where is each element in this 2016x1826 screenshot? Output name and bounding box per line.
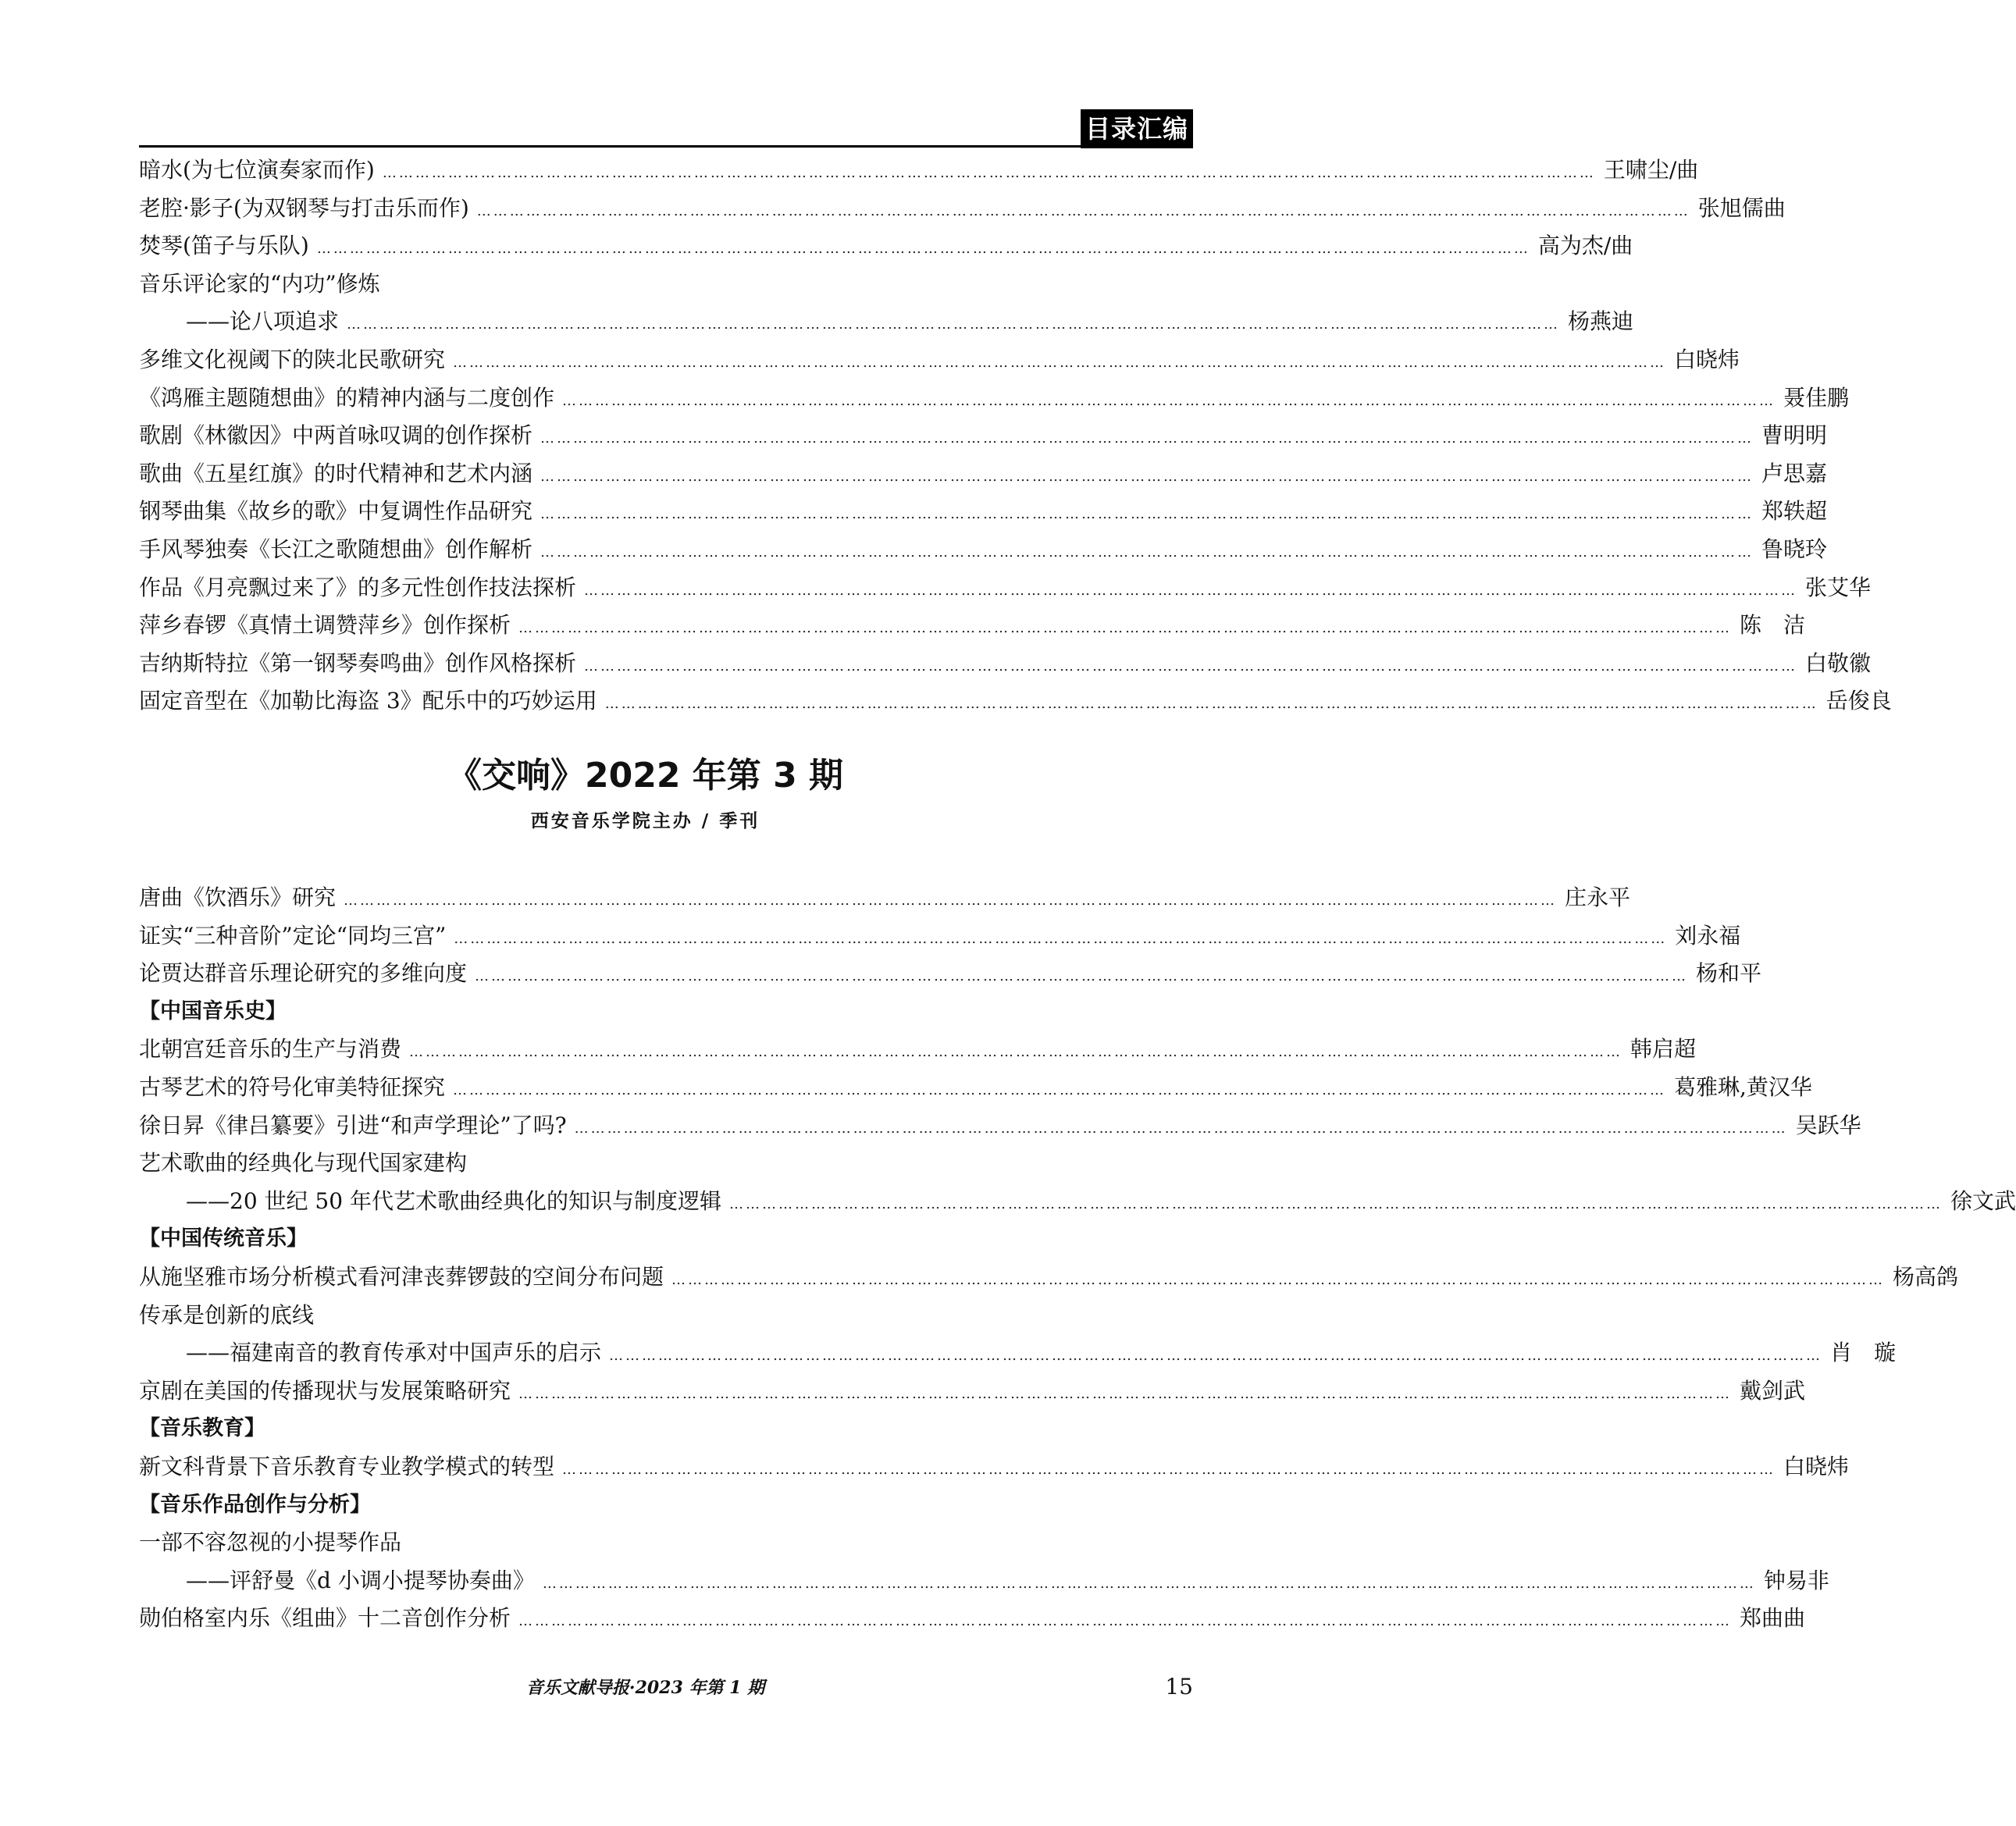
entry-author: 王啸尘/曲 — [1603, 157, 1699, 183]
dot-leader: …………………………………………………………………………………………………………………………………………………………………………………………………… — [540, 468, 1754, 485]
entry-author: 肖 璇 — [1830, 1340, 1897, 1366]
dot-leader: …………………………………………………………………………………………………………………………………………………………………………………………………… — [454, 930, 1668, 947]
toc-entry — [139, 1258, 1959, 1297]
entry-title: 传承是创新的底线 — [139, 1301, 315, 1328]
dot-leader: …………………………………………………………………………………………………………………………………………………………………………………………………… — [347, 316, 1561, 333]
toc-subtitle-entry — [139, 1183, 2016, 1221]
entry-author: 高为杰/曲 — [1537, 233, 1633, 259]
toc-entry — [139, 1372, 1806, 1411]
entry-title: 从施坚雅市场分析模式看河津丧葬锣鼓的空间分布问题 — [139, 1263, 664, 1290]
entry-author: 韩启超 — [1630, 1036, 1697, 1062]
toc-entry — [139, 341, 1740, 379]
entry-title: 北朝宫廷音乐的生产与消费 — [139, 1036, 402, 1062]
footer-journal: 音乐文献导报·2023 年第 1 期 — [525, 1678, 765, 1698]
entry-title: 唐曲《饮酒乐》研究 — [139, 885, 337, 910]
toc-entry — [139, 607, 1806, 645]
toc-entry — [139, 955, 1762, 993]
toc-entry — [139, 1524, 1193, 1562]
toc-subtitle-entry — [139, 303, 1634, 341]
toc-entry — [139, 227, 1633, 265]
entry-title: 老腔·影子(为双钢琴与打击乐而作) — [139, 194, 469, 221]
entry-author: 庄永平 — [1565, 885, 1631, 910]
entry-title: 艺术歌曲的经典化与现代国家建构 — [139, 1150, 468, 1176]
entry-title: 音乐评论家的“内功”修炼 — [139, 270, 380, 297]
dot-leader: …………………………………………………………………………………………………………………………………………………………………………………………………… — [453, 1081, 1667, 1098]
section-label: 【音乐作品创作与分析】 — [139, 1492, 371, 1517]
entry-author: 徐文武 — [1950, 1187, 2016, 1214]
entry-title: 京剧在美国的传播现状与发展策略研究 — [139, 1377, 511, 1404]
entry-author: 葛雅琳,黄汉华 — [1674, 1073, 1812, 1100]
entry-title: ——论八项追求 — [186, 308, 340, 335]
entry-author: 郑轶超 — [1761, 498, 1828, 525]
dot-leader: …………………………………………………………………………………………………………………………………………………………………………………………………… — [604, 696, 1818, 713]
dot-leader: …………………………………………………………………………………………………………………………………………………………………………………………………… — [574, 1119, 1788, 1137]
toc-entry — [139, 417, 1828, 455]
entry-title: 钢琴曲集《故乡的歌》中复调性作品研究 — [139, 498, 533, 525]
toc-entry — [139, 190, 1786, 228]
toc-list-issue — [139, 879, 2016, 1638]
dot-leader: …………………………………………………………………………………………………………………………………………………………………………………………………… — [584, 582, 1798, 599]
entry-author: 聂佳鹏 — [1783, 384, 1850, 411]
entry-title: 徐日昇《律吕纂要》引进“和声学理论”了吗? — [139, 1112, 567, 1138]
dot-leader: …………………………………………………………………………………………………………………………………………………………………………………………………… — [540, 506, 1754, 523]
dot-leader: …………………………………………………………………………………………………………………………………………………………………………………………………… — [584, 657, 1798, 675]
entry-author: 曹明明 — [1761, 422, 1828, 449]
dot-leader: …………………………………………………………………………………………………………………………………………………………………………………………………… — [518, 1613, 1733, 1630]
toc-entry — [139, 1030, 1697, 1069]
toc-section-heading — [139, 1410, 1193, 1448]
entry-author: 白晓炜 — [1783, 1453, 1850, 1479]
dot-leader: …………………………………………………………………………………………………………………………………………………………………………………………………… — [344, 892, 1558, 909]
section-badge: 目录汇编 — [1081, 109, 1193, 148]
entry-author: 刘永福 — [1675, 922, 1741, 949]
toc-entry — [139, 1600, 1806, 1638]
toc-section-heading — [139, 1486, 1193, 1525]
dot-leader: …………………………………………………………………………………………………………………………………………………………………………………………………… — [518, 1385, 1733, 1402]
entry-author: 郑曲曲 — [1740, 1605, 1806, 1632]
entry-title: 萍乡春锣《真情土调赞萍乡》创作探析 — [139, 612, 511, 639]
entry-author: 白晓炜 — [1674, 346, 1740, 372]
section-label: 【中国传统音乐】 — [139, 1226, 308, 1251]
entry-author: 杨燕迪 — [1568, 308, 1634, 335]
entry-title: 多维文化视阈下的陕北民歌研究 — [139, 346, 446, 372]
entry-title: 勋伯格室内乐《组曲》十二音创作分析 — [139, 1605, 511, 1632]
dot-leader: …………………………………………………………………………………………………………………………………………………………………………………………………… — [453, 354, 1667, 371]
entry-title: 作品《月亮飘过来了》的多元性创作技法探析 — [139, 574, 577, 600]
entry-author: 钟易非 — [1763, 1567, 1829, 1593]
entry-title: 手风琴独奏《长江之歌随想曲》创作解析 — [139, 536, 533, 562]
dot-leader: …………………………………………………………………………………………………………………………………………………………………………………………………… — [518, 620, 1733, 637]
entry-author: 杨和平 — [1696, 960, 1762, 987]
dot-leader: …………………………………………………………………………………………………………………………………………………………………………………………………… — [562, 1461, 1776, 1478]
toc-entry — [139, 569, 1872, 607]
toc-entry — [139, 1448, 1850, 1486]
entry-author: 张旭儒曲 — [1697, 194, 1786, 221]
dot-leader: …………………………………………………………………………………………………………………………………………………………………………………………………… — [609, 1347, 1823, 1365]
entry-author: 张艾华 — [1805, 574, 1872, 600]
toc-entry — [139, 151, 1699, 190]
section-label: 【中国音乐史】 — [139, 998, 287, 1023]
entry-author: 岳俊良 — [1825, 688, 1892, 714]
dot-leader: …………………………………………………………………………………………………………………………………………………………………………………………………… — [542, 1575, 1756, 1592]
entry-title: 歌曲《五星红旗》的时代精神和艺术内涵 — [139, 460, 533, 486]
toc-section-heading — [139, 1220, 1193, 1258]
entry-author: 杨高鸽 — [1893, 1263, 1959, 1290]
entry-title: 歌剧《林徽因》中两首咏叹调的创作探析 — [139, 422, 533, 449]
dot-leader: …………………………………………………………………………………………………………………………………………………………………………………………………… — [382, 165, 1596, 181]
toc-entry — [139, 1107, 1861, 1145]
dot-leader: …………………………………………………………………………………………………………………………………………………………………………………………………… — [476, 202, 1690, 219]
entry-title: 焚琴(笛子与乐队) — [139, 233, 309, 259]
entry-title: ——20 世纪 50 年代艺术歌曲经典化的知识与制度逻辑 — [186, 1187, 721, 1214]
dot-leader: …………………………………………………………………………………………………………………………………………………………………………………………………… — [562, 392, 1776, 409]
toc-entry — [139, 379, 1850, 418]
section-label: 【音乐教育】 — [139, 1416, 265, 1441]
entry-title: 固定音型在《加勒比海盗 3》配乐中的巧妙运用 — [139, 688, 597, 714]
entry-title: 证实“三种音阶”定论“同均三宫” — [139, 922, 447, 949]
dot-leader: …………………………………………………………………………………………………………………………………………………………………………………………………… — [671, 1271, 1886, 1288]
toc-entry — [139, 531, 1828, 569]
entry-title: ——福建南音的教育传承对中国声乐的启示 — [186, 1340, 602, 1366]
dot-leader: …………………………………………………………………………………………………………………………………………………………………………………………………… — [540, 543, 1754, 561]
dot-leader: …………………………………………………………………………………………………………………………………………………………………………………………………… — [409, 1044, 1623, 1061]
toc-entry — [139, 682, 1892, 721]
entry-title: 吉纳斯特拉《第一钢琴奏鸣曲》创作风格探析 — [139, 650, 577, 676]
toc-entry — [139, 455, 1828, 493]
entry-title: 一部不容忽视的小提琴作品 — [139, 1529, 402, 1556]
toc-entry — [139, 1144, 1193, 1183]
issue-title: 《交响》2022 年第 3 期 — [447, 756, 844, 796]
dot-leader: …………………………………………………………………………………………………………………………………………………………………………………………………… — [475, 968, 1689, 985]
dot-leader: …………………………………………………………………………………………………………………………………………………………………………………………………… — [728, 1195, 1943, 1212]
entry-author: 戴剑武 — [1740, 1377, 1806, 1404]
toc-entry — [139, 917, 1741, 956]
page-number: 15 — [1165, 1674, 1193, 1700]
toc-list-top — [139, 151, 1892, 721]
dot-leader: …………………………………………………………………………………………………………………………………………………………………………………………………… — [316, 240, 1530, 258]
entry-title: 古琴艺术的符号化审美特征探究 — [139, 1073, 446, 1100]
entry-author: 鲁晓玲 — [1761, 536, 1828, 562]
entry-title: 论贾达群音乐理论研究的多维向度 — [139, 960, 468, 987]
header-rule — [139, 145, 1193, 148]
toc-entry — [139, 645, 1872, 683]
issue-subtitle: 西安音乐学院主办 / 季刊 — [530, 810, 760, 831]
toc-subtitle-entry — [139, 1334, 1897, 1372]
toc-entry — [139, 1069, 1812, 1107]
entry-author: 陈 洁 — [1740, 612, 1806, 639]
entry-title: 《鸿雁主题随想曲》的精神内涵与二度创作 — [139, 384, 555, 411]
entry-author: 吴跃华 — [1795, 1112, 1861, 1138]
dot-leader: …………………………………………………………………………………………………………………………………………………………………………………………………… — [540, 430, 1754, 447]
toc-section-heading — [139, 993, 1193, 1031]
entry-title: 新文科背景下音乐教育专业教学模式的转型 — [139, 1453, 555, 1479]
entry-author: 白敬徽 — [1805, 650, 1872, 676]
toc-entry — [139, 265, 1193, 304]
toc-subtitle-entry — [139, 1562, 1829, 1600]
toc-entry — [139, 879, 1631, 917]
entry-author: 卢思嘉 — [1761, 460, 1828, 486]
entry-title: 暗水(为七位演奏家而作) — [139, 157, 375, 183]
toc-entry — [139, 493, 1828, 531]
entry-title: ——评舒曼《d 小调小提琴协奏曲》 — [186, 1567, 535, 1593]
toc-entry — [139, 1297, 1193, 1335]
